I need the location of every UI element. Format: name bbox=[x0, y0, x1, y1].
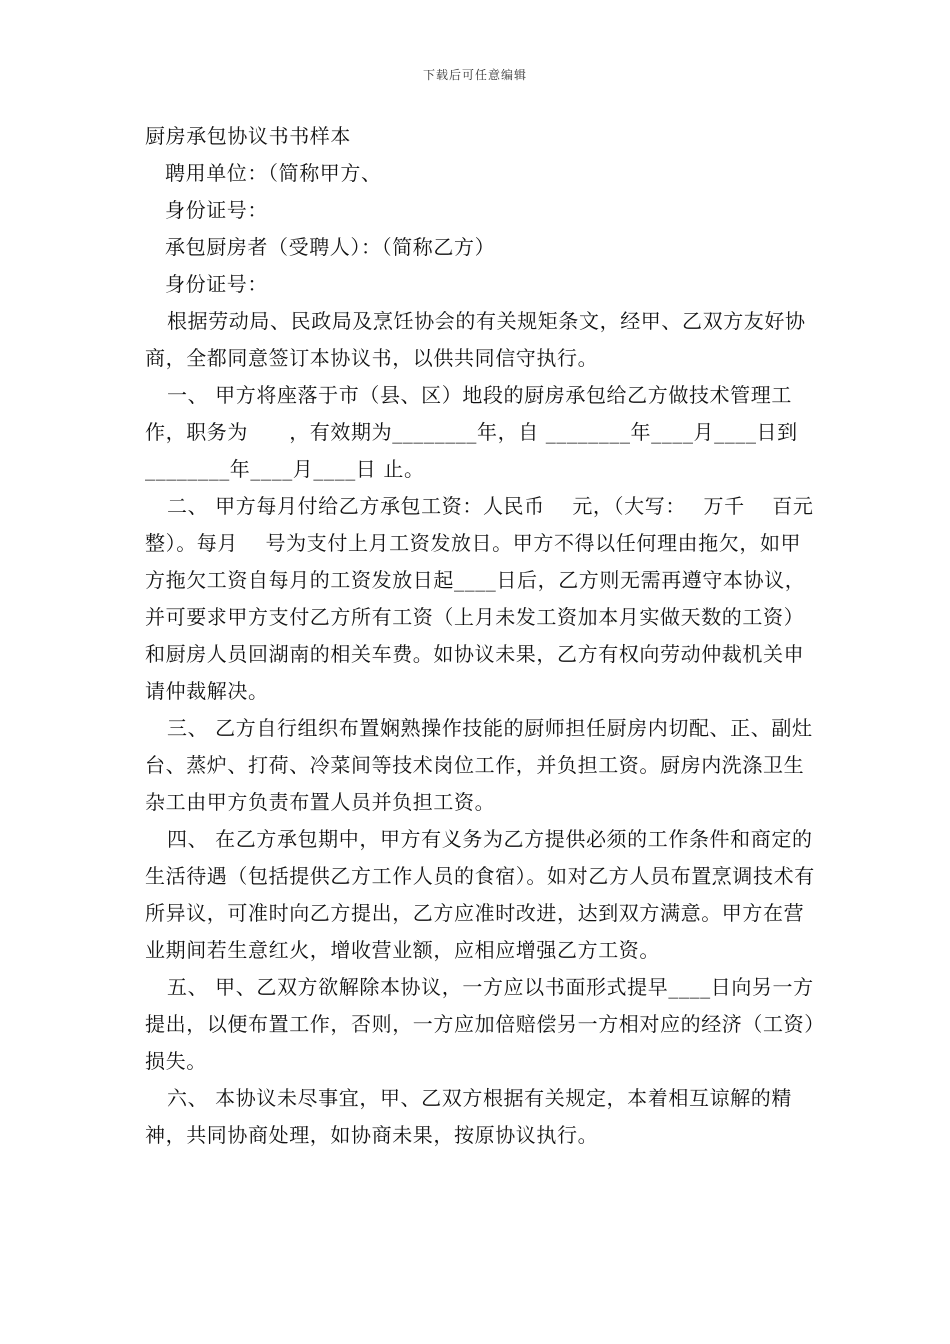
page-header-note: 下载后可任意编辑 bbox=[422, 68, 527, 82]
clause-1-paragraph: 一、 甲方将座落于市（县、区）地段的厨房承包给乙方做技术管理工作，职务为 ，有效期为________年，自 ________年____月____日到________年____月____日 止。 bbox=[145, 383, 798, 481]
clause-6-paragraph: 六、 本协议未尽事宜，甲、乙双方根据有关规定，本着相互谅解的精神，共同协商处理，如协商未果，按原协议执行。 bbox=[145, 1086, 792, 1147]
employer-line: 聘用单位：（简称甲方、 bbox=[165, 161, 382, 185]
clause-4-paragraph: 四、 在乙方承包期中，甲方有义务为乙方提供必须的工作条件和商定的生活待遇（包括提供乙方工作人员的食宿）。如对乙方人员布置烹调技术有所异议，可准时向乙方提出，乙方应准时改进，达到双方满意。甲方在营业期间若生意红火，增收营业额，应相应增强乙方工资。 bbox=[145, 827, 815, 962]
clause-3-paragraph: 三、 乙方自行组织布置娴熟操作技能的厨师担任厨房内切配、正、副灶台、蒸炉、打荷、冷菜间等技术岗位工作，并负担工资。厨房内洗涤卫生杂工由甲方负责布置人员并负担工资。 bbox=[145, 716, 813, 814]
preamble-paragraph: 根据劳动局、民政局及烹饪协会的有关规矩条文，经甲、乙双方友好协商，全都同意签订本协议书，以供共同信守执行。 bbox=[145, 309, 806, 370]
contractor-line: 承包厨房者（受聘人）：（简称乙方） bbox=[165, 235, 496, 259]
contractor-id-line: 身份证号： bbox=[165, 272, 268, 296]
clause-2-paragraph: 二、 甲方每月付给乙方承包工资：人民币 元，（大写： 万千 百元整）。每月 号为支付上月工资发放日。甲方不得以任何理由拖欠，如甲方拖欠工资自每月的工资发放日起____日后，乙方则无需再遵守本协议，并可要求甲方支付乙方所有工资（上月未发工资加本月实做天数的工资）和厨房人员回湖南的相关车费。如协议未果，乙方有权向劳动仲裁机关申请仲裁解决。 bbox=[145, 494, 814, 703]
document-title: 厨房承包协议书书样本 bbox=[145, 124, 351, 148]
agreement-document bbox=[145, 118, 817, 1154]
employer-id-line: 身份证号： bbox=[165, 198, 268, 222]
clause-5-paragraph: 五、 甲、乙双方欲解除本协议，一方应以书面形式提早____日向另一方提出，以便布置工作，否则，一方应加倍赔偿另一方相对应的经济（工资）损失。 bbox=[145, 975, 815, 1073]
